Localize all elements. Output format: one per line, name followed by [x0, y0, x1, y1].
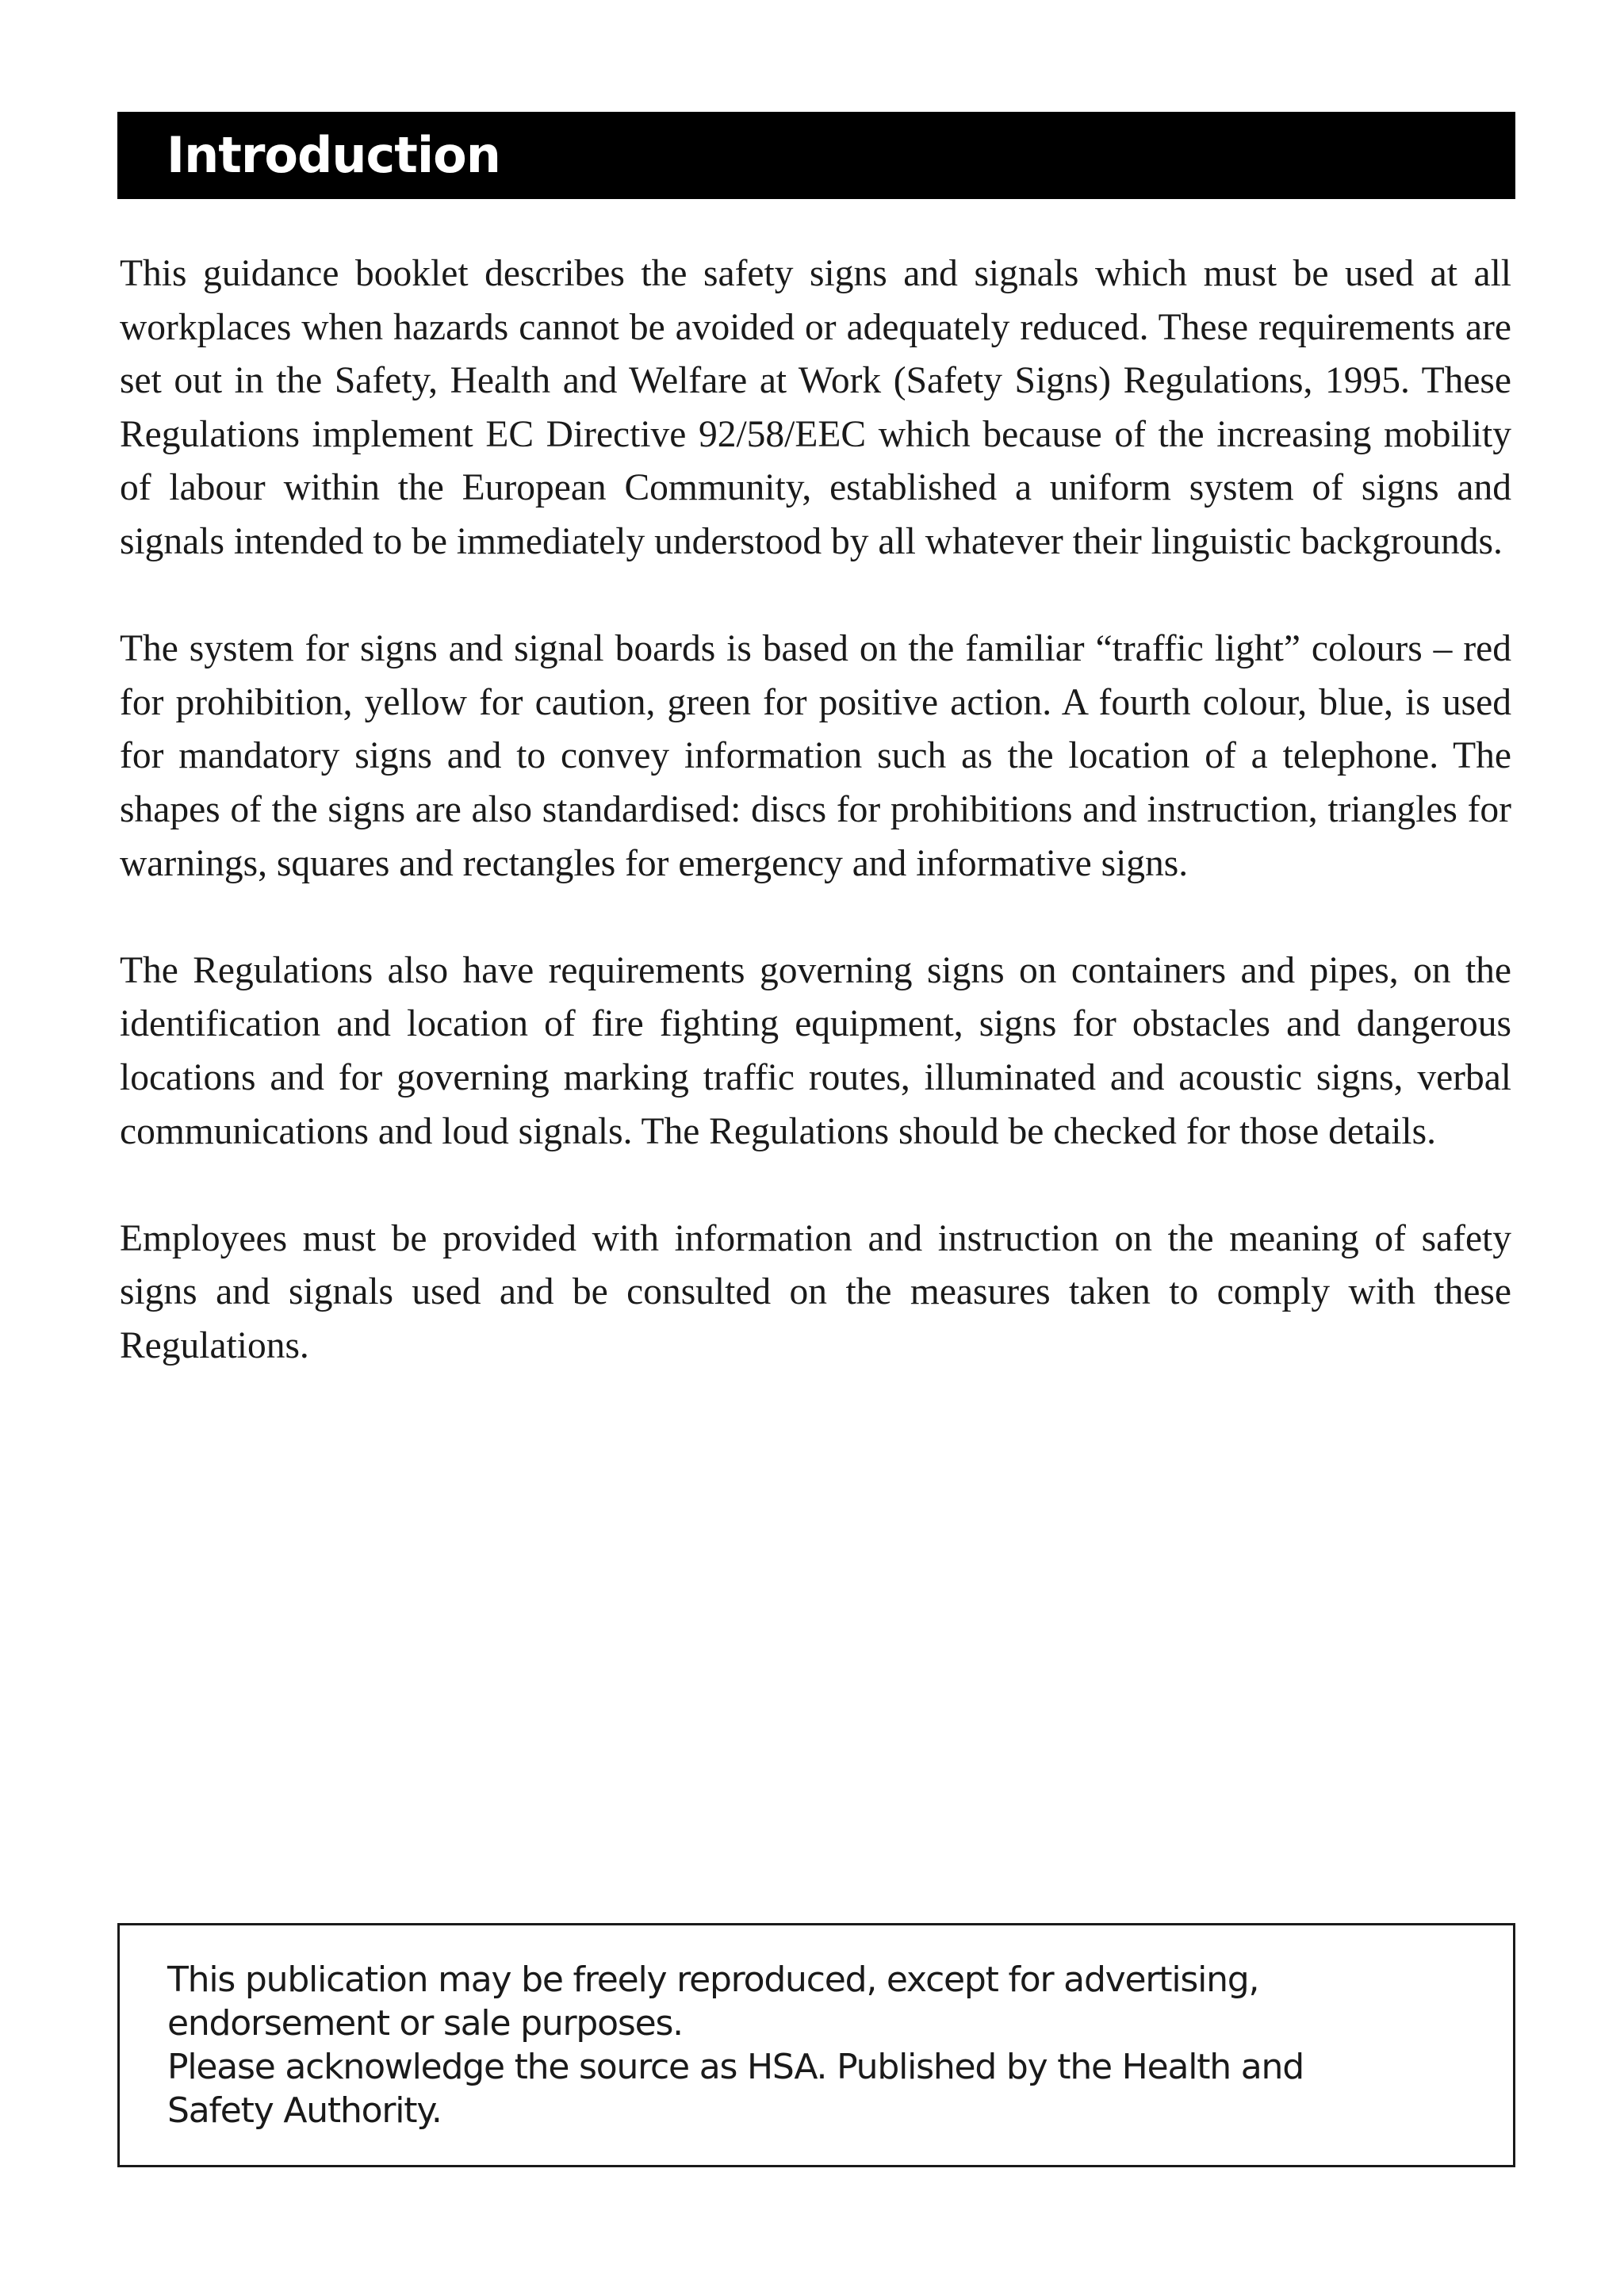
- notice-line-1: This publication may be freely reproduced, except for advertising,: [167, 1960, 1259, 2000]
- paragraph-4: Employees must be provided with information and instruction on the meaning of safety signs and signals used and be consulted on the measures taken to comply with these Regulations.: [120, 1217, 1511, 1366]
- section-title-bar: [117, 112, 1515, 199]
- introduction-body: [120, 247, 1511, 1427]
- copyright-notice-box: [117, 1923, 1515, 2167]
- notice-line-3: Please acknowledge the source as HSA. Published by the Health and: [167, 2047, 1304, 2087]
- notice-line-4: Safety Authority.: [167, 2090, 442, 2131]
- paragraph-3: The Regulations also have requirements governing signs on containers and pipes, on the identification and location of fire fighting equipment, signs for obstacles and dangerous locations and for governing marking traffic routes, illuminated and acoustic signs, verbal communications and loud signals. The Regulations should be checked for those details.: [120, 949, 1511, 1152]
- page-title: Introduction: [167, 126, 500, 184]
- copyright-notice: [167, 1958, 1404, 2132]
- notice-line-2: endorsement or sale purposes.: [167, 2003, 683, 2044]
- paragraph-1: This guidance booklet describes the safety signs and signals which must be used at all workplaces when hazards cannot be avoided or adequately reduced. These requirements are set out in the Safety, Health and Welfare at Work (Safety Signs) Regulations, 1995. These Regulations implement EC Directive 92/58/EEC which because of the increasing mobility of labour within the European Community, established a uniform system of signs and signals intended to be immediately understood by all whatever their linguistic backgrounds.: [120, 253, 1511, 562]
- paragraph-2: The system for signs and signal boards is based on the familiar “traffic light” colours – red for prohibition, yellow for caution, green for positive action. A fourth colour, blue, is used for mandatory signs and to convey information such as the location of a telephone. The shapes of the signs are also standardised: discs for prohibitions and instruction, triangles for warnings, squares and rectangles for emergency and informative signs.: [120, 628, 1511, 884]
